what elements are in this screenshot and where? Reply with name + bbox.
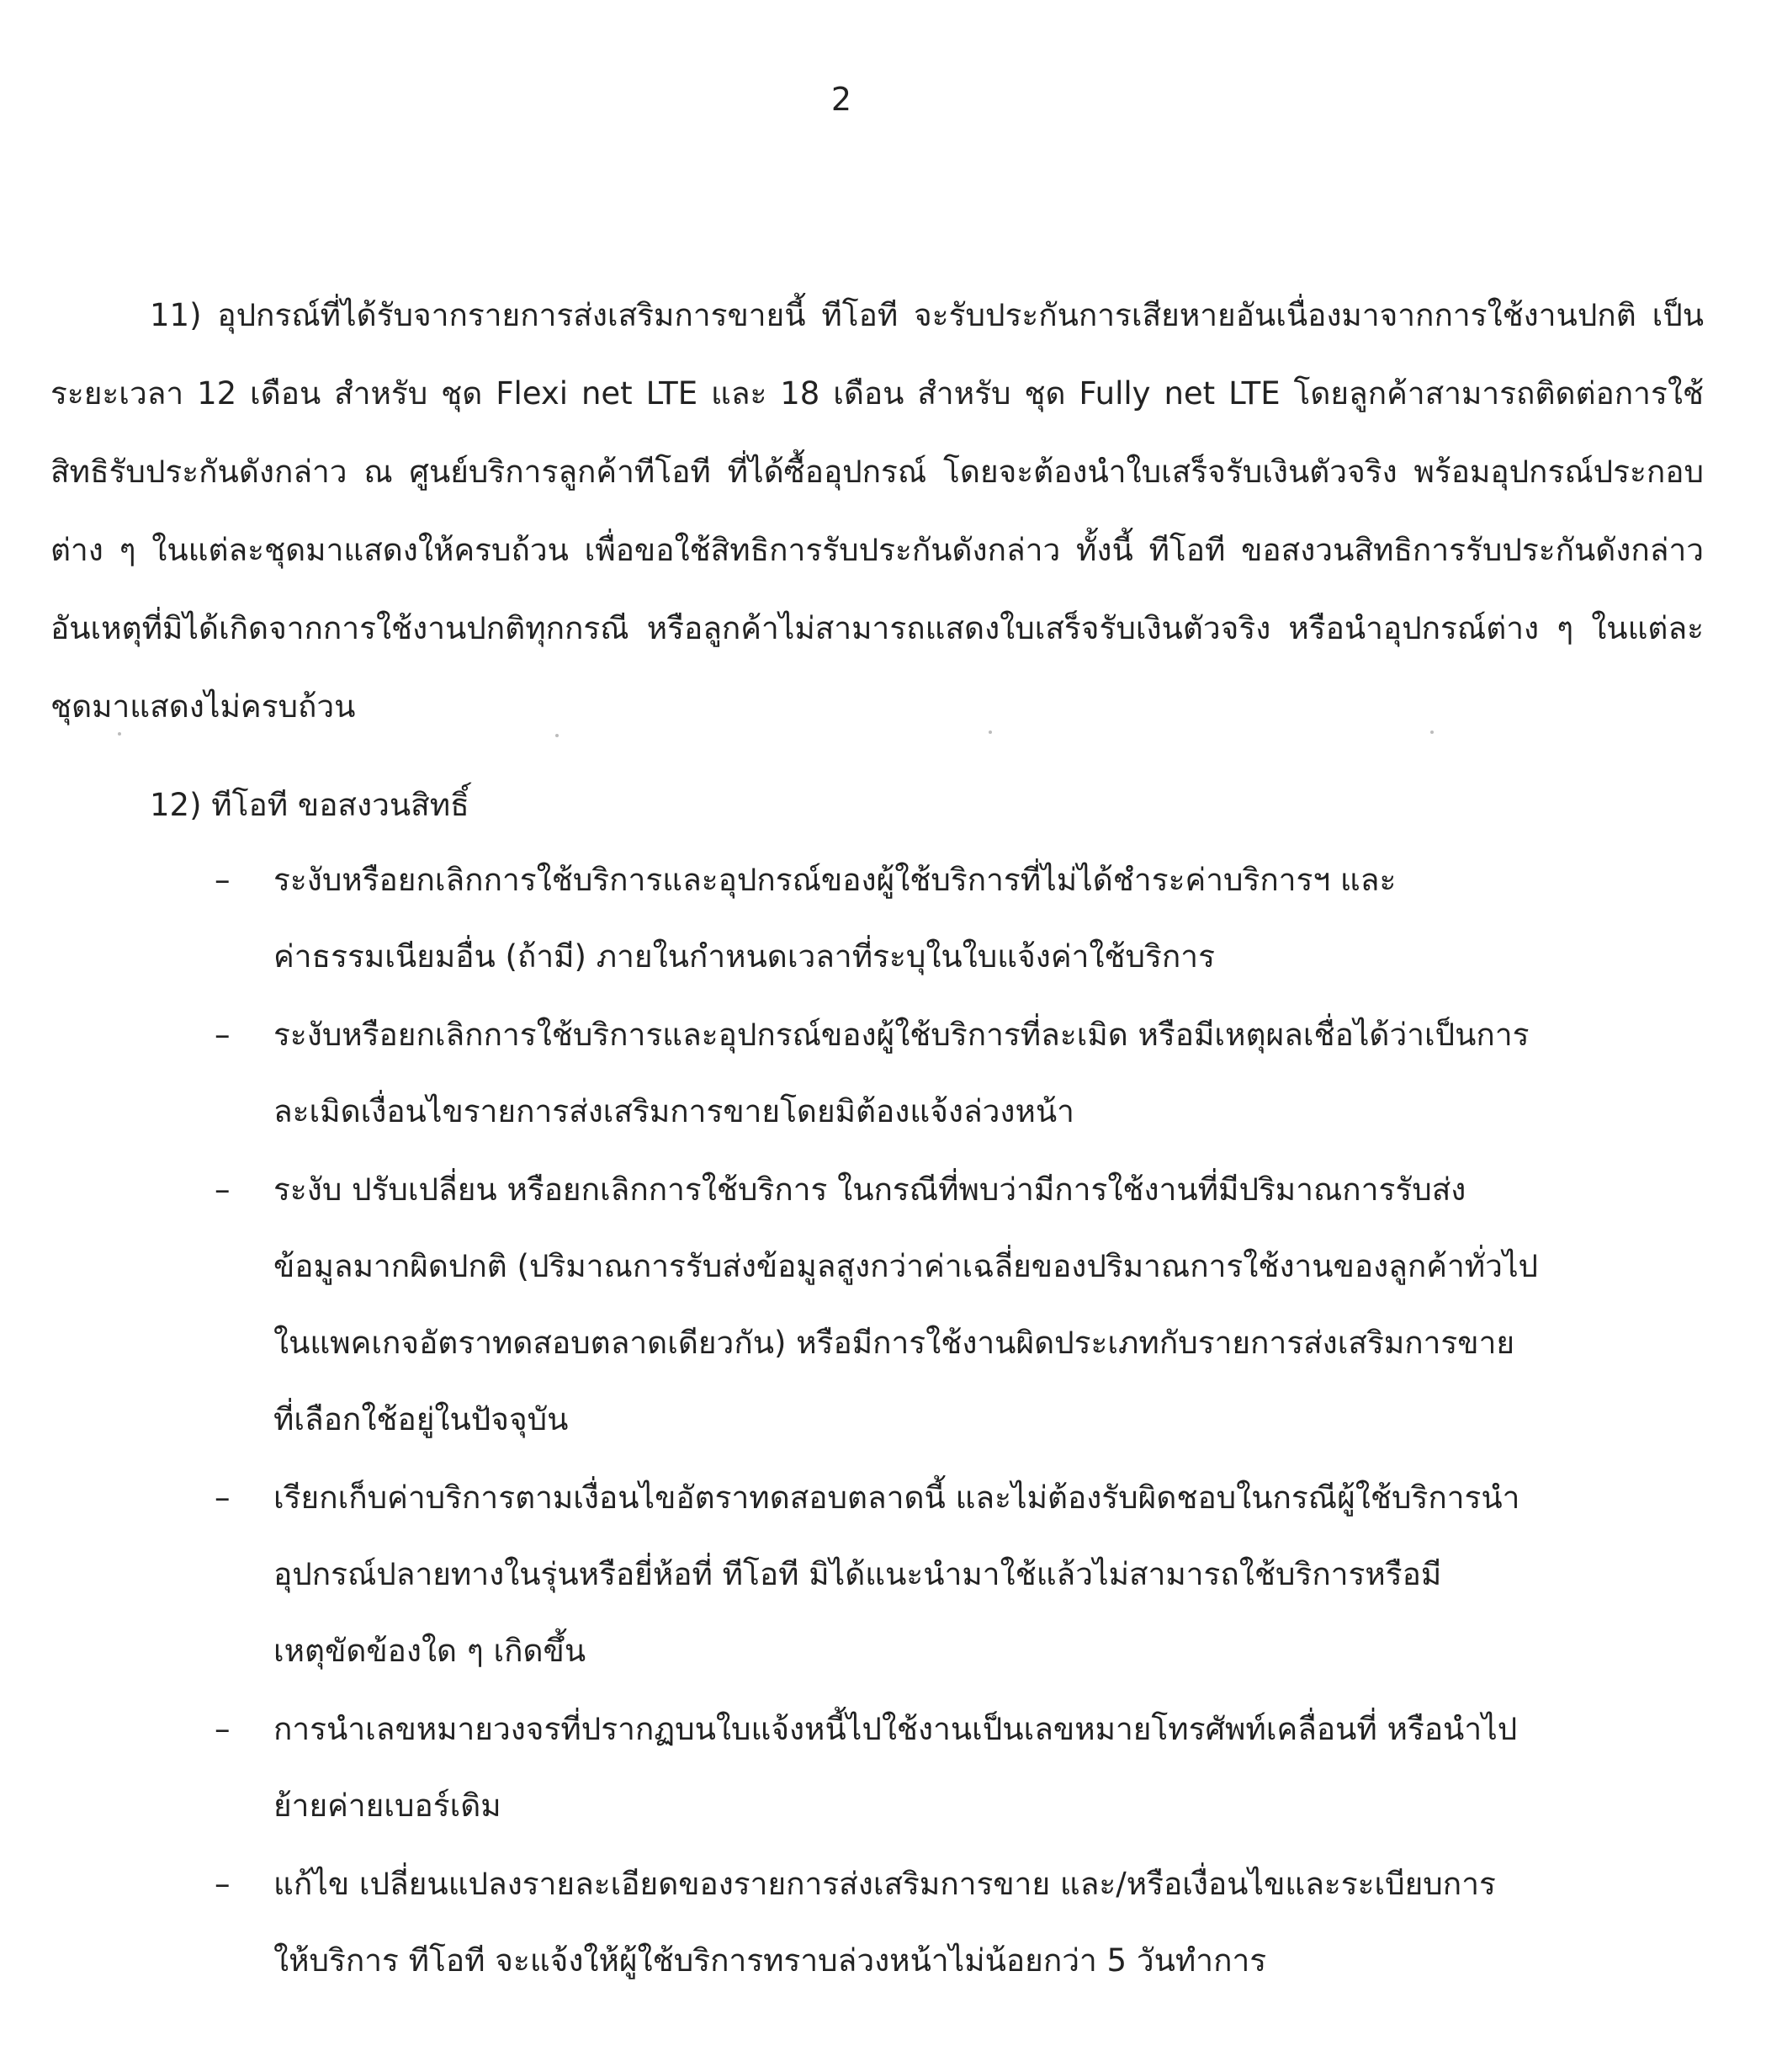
list-item-line: อุปกรณ์ปลายทางในรุ่นหรือยี่ห้อที่ ทีโอที มิได้แนะนำมาใช้แล้วไม่สามารถใช้บริการหรือมี (273, 1556, 1442, 1592)
list-item-line: ย้ายค่ายเบอร์เดิม (273, 1788, 501, 1824)
list-item-line: การนำเลขหมายวงจรที่ปรากฏบนใบแจ้งหนี้ไปใช้งานเป็นเลขหมายโทรศัพท์เคลื่อนที่ หรือนำไป (273, 1711, 1518, 1747)
list-item-line: ให้บริการ ทีโอที จะแจ้งให้ผู้ใช้บริการทราบล่วงหน้าไม่น้อยกว่า 5 วันทำการ (273, 1942, 1267, 1979)
list-item (215, 1846, 1679, 1999)
scan-speck (555, 734, 559, 737)
list-item-line: ในแพคเกจอัตราทดสอบตลาดเดียวกัน) หรือมีการใช้งานผิดประเภทกับรายการส่งเสริมการขาย (273, 1325, 1515, 1361)
list-item-line: ละเมิดเงื่อนไขรายการส่งเสริมการขายโดยมิต้องแจ้งล่วงหน้า (273, 1093, 1074, 1129)
scan-speck (989, 731, 992, 734)
list-item-line: แก้ไข เปลี่ยนแปลงรายละเอียดของรายการส่งเสริมการขาย และ/หรือเงื่อนไขและระเบียบการ (273, 1866, 1496, 1902)
list-item-line: ที่เลือกใช้อยู่ในปัจจุบัน (273, 1401, 569, 1437)
dash-bullet: – (215, 1711, 231, 1747)
list-item (215, 842, 1679, 995)
scan-speck (1430, 731, 1434, 734)
dash-bullet: – (215, 1480, 231, 1516)
list-item-line: เหตุขัดข้องใด ๆ เกิดขึ้น (273, 1633, 586, 1669)
dash-bullet: – (215, 1017, 231, 1053)
list-item-line: ข้อมูลมากผิดปกติ (ปริมาณการรับส่งข้อมูลสูงกว่าค่าเฉลี่ยของปริมาณการใช้งานของลูกค้าทั่วไป (273, 1248, 1539, 1284)
list-item-line: ค่าธรรมเนียมอื่น (ถ้ามี) ภายในกำหนดเวลาที่ระบุในใบแจ้งค่าใช้บริการ (273, 938, 1215, 975)
paragraph-12-heading: 12) ทีโอที ขอสงวนสิทธิ์ (150, 787, 469, 823)
list-item (215, 996, 1679, 1150)
paragraph-11: 11) อุปกรณ์ที่ได้รับจากรายการส่งเสริมการขายนี้ ทีโอที จะรับประกันการเสียหายอันเนื่องมาจากการใช้งานปกติ เป็นระยะเวลา 12 เดือน สำหรับ ชุด Flexi net LTE และ 18 เดือน สำหรับ ชุด Fully net LTE โดยลูกค้าสามารถติดต่อการใช้สิทธิรับประกันดังกล่าว ณ ศูนย์บริการลูกค้าทีโอที ที่ได้ซื้ออุปกรณ์ โดยจะต้องนำใบเสร็จรับเงินตัวจริง พร้อมอุปกรณ์ประกอบต่าง ๆ ในแต่ละชุดมาแสดงให้ครบถ้วน เพื่อขอใช้สิทธิการรับประกันดังกล่าว ทั้งนี้ ทีโอที ขอสงวนสิทธิการรับประกันดังกล่าวอันเหตุที่มิได้เกิดจากการใช้งานปกติทุกกรณี หรือลูกค้าไม่สามารถแสดงใบเสร็จรับเงินตัวจริง หรือนำอุปกรณ์ต่าง ๆ ในแต่ละชุดมาแสดงไม่ครบถ้วน (50, 297, 1704, 725)
dash-bullet: – (215, 862, 231, 898)
list-item-line: ระงับ ปรับเปลี่ยน หรือยกเลิกการใช้บริการ ในกรณีที่พบว่ามีการใช้งานที่มีปริมาณการรับส่ง (273, 1171, 1466, 1208)
list-item (215, 1459, 1679, 1689)
dash-bullet: – (215, 1171, 231, 1208)
reservation-list (215, 842, 1679, 2000)
list-item-line: ระงับหรือยกเลิกการใช้บริการและอุปกรณ์ของผู้ใช้บริการที่ละเมิด หรือมีเหตุผลเชื่อได้ว่าเป็นการ (273, 1017, 1530, 1053)
list-item-line: เรียกเก็บค่าบริการตามเงื่อนไขอัตราทดสอบตลาดนี้ และไม่ต้องรับผิดชอบในกรณีผู้ใช้บริการนำ (273, 1480, 1520, 1516)
dash-bullet: – (215, 1866, 231, 1902)
list-item (215, 1691, 1679, 1844)
list-item-line: ระงับหรือยกเลิกการใช้บริการและอุปกรณ์ของผู้ใช้บริการที่ไม่ได้ชำระค่าบริการฯ และ (273, 862, 1397, 898)
scan-speck (118, 732, 121, 736)
page-number: 2 (830, 81, 852, 118)
list-item (215, 1151, 1679, 1458)
